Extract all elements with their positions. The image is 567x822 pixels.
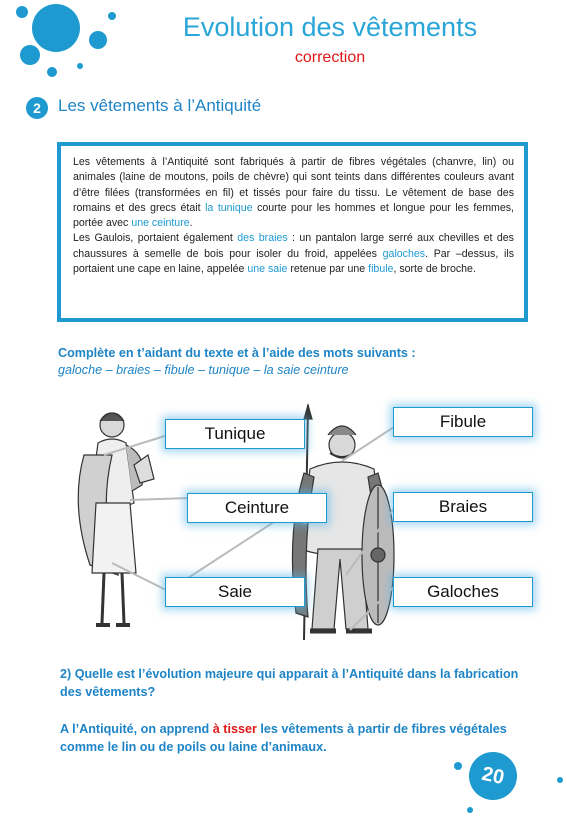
answer-run: A l’Antiquité, on apprend [60, 722, 213, 736]
highlight-galoches: galoches [382, 247, 426, 260]
label-ceinture: Ceinture [187, 493, 327, 523]
text-run: : un pantalon large serré aux chevilles et des chaussures à semelle de bois pour isoler du froid, appelées [73, 232, 514, 260]
text-paragraph-2 [73, 231, 514, 277]
labelled-illustration [60, 395, 535, 650]
reading-text-box [57, 142, 528, 322]
text-paragraph-1 [73, 155, 514, 231]
text-run: . Par –dessus, ils portaient une cape en laine, appelée [73, 247, 514, 276]
text-run: . [189, 217, 193, 230]
decorative-bubbles [0, 0, 130, 80]
page-title: Evolution des vêtements [182, 12, 478, 42]
section-title: Les vêtements à l’Antiquité [58, 96, 262, 115]
highlight-tunique: la tunique [205, 201, 253, 214]
page-subtitle: correction [294, 49, 366, 66]
answer-run: les vêtements à partir de fibres végétales comme le lin ou de poils ou laine d’animaux. [60, 722, 507, 754]
text-run: courte pour les hommes et longue pour les femmes, portée avec [73, 201, 514, 230]
label-galoches: Galoches [393, 577, 533, 607]
text-run: Les vêtements à l’Antiquité sont fabriqués à partir de fibres végétales (chanvre, lin) ou animales (laine de moutons, poils de chèvre) qui sont teints dans différentes couleurs avant d’être filées (transformées en fil) et tissés pour faire du tissu. Le vêtement de base des romains et des grecs était [73, 156, 514, 214]
roman-figure-drawing [78, 413, 154, 625]
exercise-instruction [58, 345, 416, 379]
answer-highlight: à tisser [212, 722, 257, 736]
page-number-badge: 20 [465, 748, 522, 805]
label-braies: Braies [393, 492, 533, 522]
label-tunique: Tunique [165, 419, 305, 449]
instruction-line: Complète en t’aidant du texte et à l’aide des mots suivants : [58, 346, 416, 360]
section-number-badge: 2 [26, 97, 48, 119]
label-fibule: Fibule [393, 407, 533, 437]
highlight-braies: des braies [237, 232, 288, 245]
text-run: retenue par une [287, 263, 369, 276]
highlight-saie: une saie [247, 263, 288, 276]
question-2: 2) Quelle est l’évolution majeure qui apparait à l’Antiquité dans la fabrication des vêtements? [60, 667, 519, 699]
text-run: , sorte de broche. [393, 263, 476, 276]
label-saie: Saie [165, 577, 305, 607]
word-list: galoche – braies – fibule – tunique – la saie ceinture [58, 363, 349, 377]
text-run: Les Gaulois, portaient également [73, 232, 238, 245]
highlight-fibule: fibule [368, 263, 394, 276]
highlight-ceinture: une ceinture [131, 217, 190, 230]
